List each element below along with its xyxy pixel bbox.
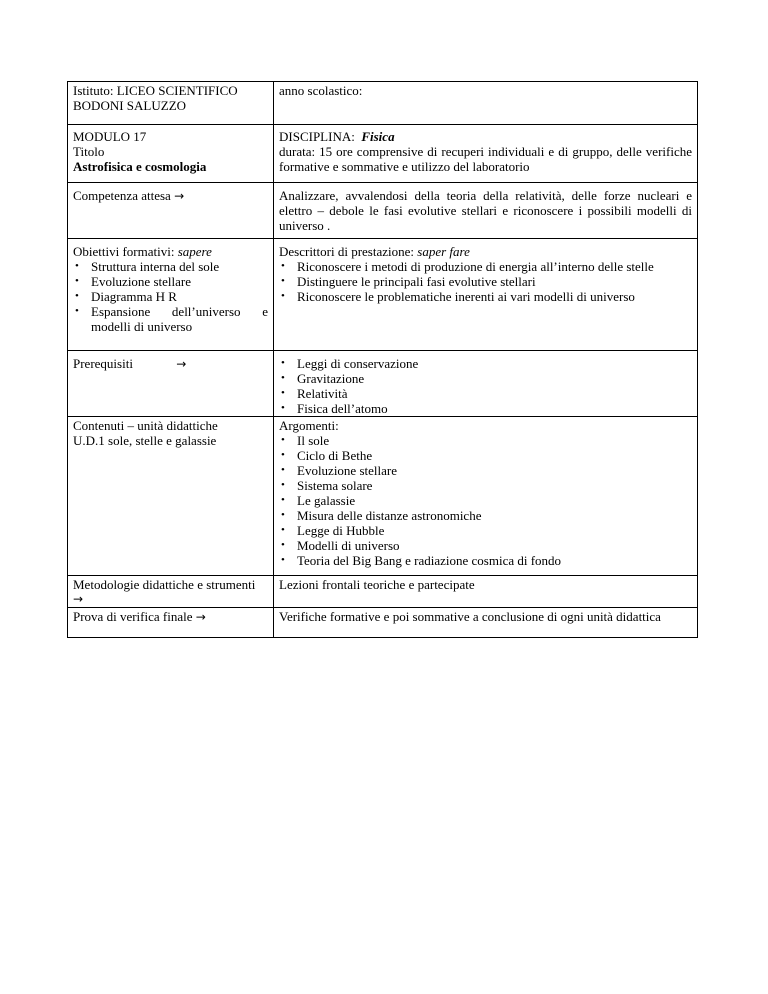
list-item: • Riconoscere i metodi di produzione di energia all’interno delle stelle <box>281 259 654 274</box>
methodology-label: Metodologie didattiche e strumenti <box>73 577 256 592</box>
descriptors-label-italic: saper fare <box>417 244 470 259</box>
bullet-icon: • <box>281 387 285 399</box>
bullet-icon: • <box>281 402 285 414</box>
objectives-label: Obiettivi formativi: <box>73 244 175 259</box>
module-plan-table <box>67 81 698 638</box>
objectives-list <box>73 259 268 334</box>
school-year-cell <box>274 82 698 125</box>
contents-cell <box>68 417 274 576</box>
list-item: • Relatività <box>281 386 348 401</box>
bullet-icon: • <box>281 509 285 521</box>
list-item: • Il sole <box>281 433 330 448</box>
bullet-icon: • <box>281 434 285 446</box>
bullet-icon: • <box>75 275 79 287</box>
row-competence <box>68 183 698 239</box>
list-item: • Diagramma H R <box>75 289 177 304</box>
institute-line-2: BODONI SALUZZO <box>73 98 187 113</box>
list-item: • Riconoscere le problematiche inerenti ai vari modelli di universo <box>281 289 635 304</box>
module-title: Astrofisica e cosmologia <box>73 159 207 174</box>
discipline-value: Fisica <box>361 129 395 144</box>
final-test-text: Verifiche formative e poi sommative a conclusione di ogni unità didattica <box>279 609 661 624</box>
list-item: • Struttura interna del sole <box>75 259 220 274</box>
discipline-cell <box>274 125 698 183</box>
descriptors-label: Descrittori di prestazione: <box>279 244 415 259</box>
bullet-icon: • <box>75 260 79 272</box>
bullet-icon: • <box>281 372 285 384</box>
list-item: • Ciclo di Bethe <box>281 448 373 463</box>
prerequisites-label-cell <box>68 351 274 417</box>
competence-label: Competenza attesa <box>73 188 171 203</box>
competence-text-cell <box>274 183 698 239</box>
bullet-icon: • <box>281 464 285 476</box>
topics-list <box>279 433 692 568</box>
module-title-label: Titolo <box>73 144 105 159</box>
bullet-icon: • <box>281 479 285 491</box>
module-cell <box>68 125 274 183</box>
duration-text: durata: 15 ore comprensive di recuperi individuali e di gruppo, delle verifiche formative e sommative e utilizzo del laboratorio <box>279 144 692 174</box>
institute-cell <box>68 82 274 125</box>
school-year-label: anno scolastico: <box>279 83 363 98</box>
list-item: • Espansione dell’universo e modelli di universo <box>75 304 268 334</box>
bullet-icon: • <box>75 290 79 302</box>
bullet-icon: • <box>281 494 285 506</box>
bullet-icon: • <box>75 305 79 317</box>
row-prerequisites <box>68 351 698 417</box>
competence-label-cell <box>68 183 274 239</box>
prerequisites-list-cell <box>274 351 698 417</box>
descriptors-heading <box>279 244 692 259</box>
bullet-icon: • <box>281 290 285 302</box>
list-item: • Misura delle distanze astronomiche <box>281 508 482 523</box>
topics-heading: Argomenti: <box>279 418 339 433</box>
prerequisites-label: Prerequisiti <box>73 356 133 371</box>
bullet-icon: • <box>281 524 285 536</box>
discipline-line <box>279 129 692 144</box>
bullet-icon: • <box>281 554 285 566</box>
row-objectives <box>68 239 698 351</box>
module-number: MODULO 17 <box>73 129 147 144</box>
institute-line-1: Istituto: LICEO SCIENTIFICO <box>73 83 238 98</box>
prerequisites-list <box>279 356 692 416</box>
discipline-label: DISCIPLINA: <box>279 129 355 144</box>
list-item: • Modelli di universo <box>281 538 400 553</box>
arrow-right-icon: → <box>73 592 84 606</box>
topics-cell <box>274 417 698 576</box>
arrow-right-icon: → <box>174 189 185 203</box>
final-test-label: Prova di verifica finale <box>73 609 193 624</box>
objectives-cell <box>68 239 274 351</box>
list-item: • Le galassie <box>281 493 356 508</box>
arrow-right-icon: → <box>176 357 187 371</box>
methodology-text-cell <box>274 576 698 608</box>
descriptors-list <box>279 259 692 304</box>
descriptors-cell <box>274 239 698 351</box>
bullet-icon: • <box>281 539 285 551</box>
objectives-heading <box>73 244 268 259</box>
contents-heading: Contenuti – unità didattiche <box>73 418 218 433</box>
competence-text: Analizzare, avvalendosi della teoria della relatività, delle forze nucleari e elettro – debole le fasi evolutive stellari e riconoscere i possibili modelli di universo . <box>279 188 692 233</box>
list-item: • Teoria del Big Bang e radiazione cosmica di fondo <box>281 553 562 568</box>
row-module <box>68 125 698 183</box>
row-final-test <box>68 608 698 638</box>
methodology-text: Lezioni frontali teoriche e partecipate <box>279 577 475 592</box>
bullet-icon: • <box>281 449 285 461</box>
teaching-unit: U.D.1 sole, stelle e galassie <box>73 433 217 448</box>
list-item: • Gravitazione <box>281 371 365 386</box>
bullet-icon: • <box>281 275 285 287</box>
list-item: • Sistema solare <box>281 478 373 493</box>
arrow-right-icon: → <box>195 610 206 624</box>
row-institute <box>68 82 698 125</box>
list-item: • Fisica dell’atomo <box>281 401 388 416</box>
objectives-label-italic: sapere <box>177 244 212 259</box>
row-methodology <box>68 576 698 608</box>
final-test-label-cell <box>68 608 274 638</box>
bullet-icon: • <box>281 357 285 369</box>
final-test-text-cell <box>274 608 698 638</box>
list-item: • Legge di Hubble <box>281 523 385 538</box>
row-contents <box>68 417 698 576</box>
bullet-icon: • <box>281 260 285 272</box>
methodology-label-cell <box>68 576 274 608</box>
list-item: • Distinguere le principali fasi evolutive stellari <box>281 274 536 289</box>
list-item: • Evoluzione stellare <box>75 274 191 289</box>
list-item: • Evoluzione stellare <box>281 463 397 478</box>
list-item: • Leggi di conservazione <box>281 356 419 371</box>
